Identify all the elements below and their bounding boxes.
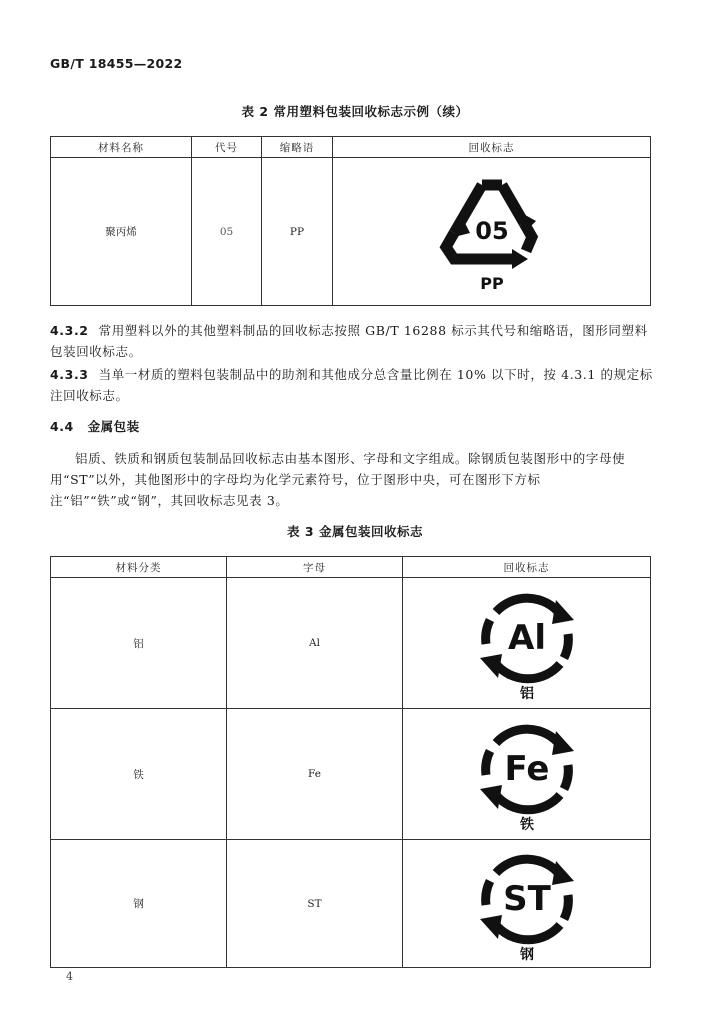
section-title: 金属包装 bbox=[87, 419, 140, 434]
section-number: 4.4 bbox=[50, 419, 74, 434]
table2-header-row bbox=[51, 137, 651, 158]
table-row bbox=[51, 578, 651, 709]
arc-top bbox=[496, 859, 560, 875]
material-name: 聚丙烯 bbox=[51, 158, 192, 306]
arc-top bbox=[496, 598, 560, 614]
symbol-cell bbox=[333, 158, 651, 306]
arc-left bbox=[485, 751, 489, 775]
clause-number: 4.3.2 bbox=[50, 323, 89, 338]
arrow-corner-left bbox=[446, 233, 464, 259]
symbol-label: 钢 bbox=[519, 946, 534, 963]
arc-bottom bbox=[496, 795, 560, 810]
material-letters: Al bbox=[227, 578, 403, 709]
symbol-abbr: PP bbox=[479, 273, 504, 293]
symbol-cell bbox=[403, 578, 651, 709]
arrowhead-bottom bbox=[480, 915, 502, 939]
table3-header-letters: 字母 bbox=[227, 557, 403, 578]
symbol-label: 铁 bbox=[519, 817, 534, 833]
symbol-label: 铝 bbox=[519, 686, 534, 702]
table-row bbox=[51, 158, 651, 306]
table2-header-material: 材料名称 bbox=[51, 137, 192, 158]
table2-caption: 表 2 常用塑料包装回收标志示例（续） bbox=[241, 104, 469, 119]
clause-text: 常用塑料以外的其他塑料制品的回收标志按照 GB/T 16288 标示其代号和缩略语，图形同塑料包装回收标志。 bbox=[50, 323, 648, 359]
arrowhead-bottom bbox=[480, 654, 502, 678]
symbol-code: 05 bbox=[474, 216, 509, 245]
table2-header-symbol: 回收标志 bbox=[333, 137, 651, 158]
material-category: 铝 bbox=[51, 578, 227, 709]
material-category: 铁 bbox=[51, 709, 227, 840]
standard-number: GB/T 18455—2022 bbox=[50, 56, 183, 71]
arrowhead-bottom bbox=[512, 249, 528, 269]
section-heading bbox=[50, 417, 140, 435]
clause-text: 当单一材质的塑料包装制品中的助剂和其他成分总含量比例在 10% 以下时，按 4.3.1 的规定标注回收标志。 bbox=[50, 367, 653, 403]
material-code: 05 bbox=[192, 158, 262, 306]
material-letters: ST bbox=[227, 840, 403, 968]
arc-bottom bbox=[496, 925, 560, 940]
steel-recycling-symbol bbox=[472, 845, 582, 963]
symbol-cell bbox=[403, 840, 651, 968]
table2-header-code: 代号 bbox=[192, 137, 262, 158]
material-category: 钢 bbox=[51, 840, 227, 968]
table-row bbox=[51, 709, 651, 840]
arc-right bbox=[564, 895, 568, 919]
arc-left bbox=[485, 620, 489, 644]
aluminium-recycling-symbol bbox=[472, 584, 582, 702]
table3-header-symbol: 回收标志 bbox=[403, 557, 651, 578]
arc-right bbox=[564, 634, 568, 658]
para-4-3-3 bbox=[50, 364, 660, 406]
para-4-3-2 bbox=[50, 320, 660, 362]
plastic-recycling-symbol bbox=[432, 167, 552, 297]
table3 bbox=[50, 556, 651, 968]
symbol-letters: ST bbox=[502, 878, 551, 919]
table2 bbox=[50, 136, 651, 306]
clause-number: 4.3.3 bbox=[50, 367, 89, 382]
arc-left bbox=[485, 881, 489, 905]
table2-header-abbr: 缩略语 bbox=[262, 137, 333, 158]
table3-caption: 表 3 金属包装回收标志 bbox=[287, 524, 423, 539]
symbol-letters: Fe bbox=[504, 749, 549, 789]
symbol-cell bbox=[403, 709, 651, 840]
arc-top bbox=[496, 729, 560, 745]
para-4-4: 铝质、铁质和钢质包装制品回收标志由基本图形、字母和文字组成。除钢质包装图形中的字母使用“ST”以外，其他图形中的字母均为化学元素符号，位于图形中央，可在图形下方标注“铝”“铁”或“钢”，其回收标志见表 3。 bbox=[50, 451, 626, 508]
page-number: 4 bbox=[66, 970, 73, 983]
material-letters: Fe bbox=[227, 709, 403, 840]
table-row bbox=[51, 840, 651, 968]
arc-bottom bbox=[496, 664, 560, 679]
arc-right bbox=[564, 765, 568, 789]
table3-header-row bbox=[51, 557, 651, 578]
symbol-letters: Al bbox=[507, 618, 546, 658]
material-abbr: PP bbox=[262, 158, 333, 306]
iron-recycling-symbol bbox=[472, 715, 582, 833]
table3-header-material: 材料分类 bbox=[51, 557, 227, 578]
arrowhead-bottom bbox=[480, 785, 502, 809]
